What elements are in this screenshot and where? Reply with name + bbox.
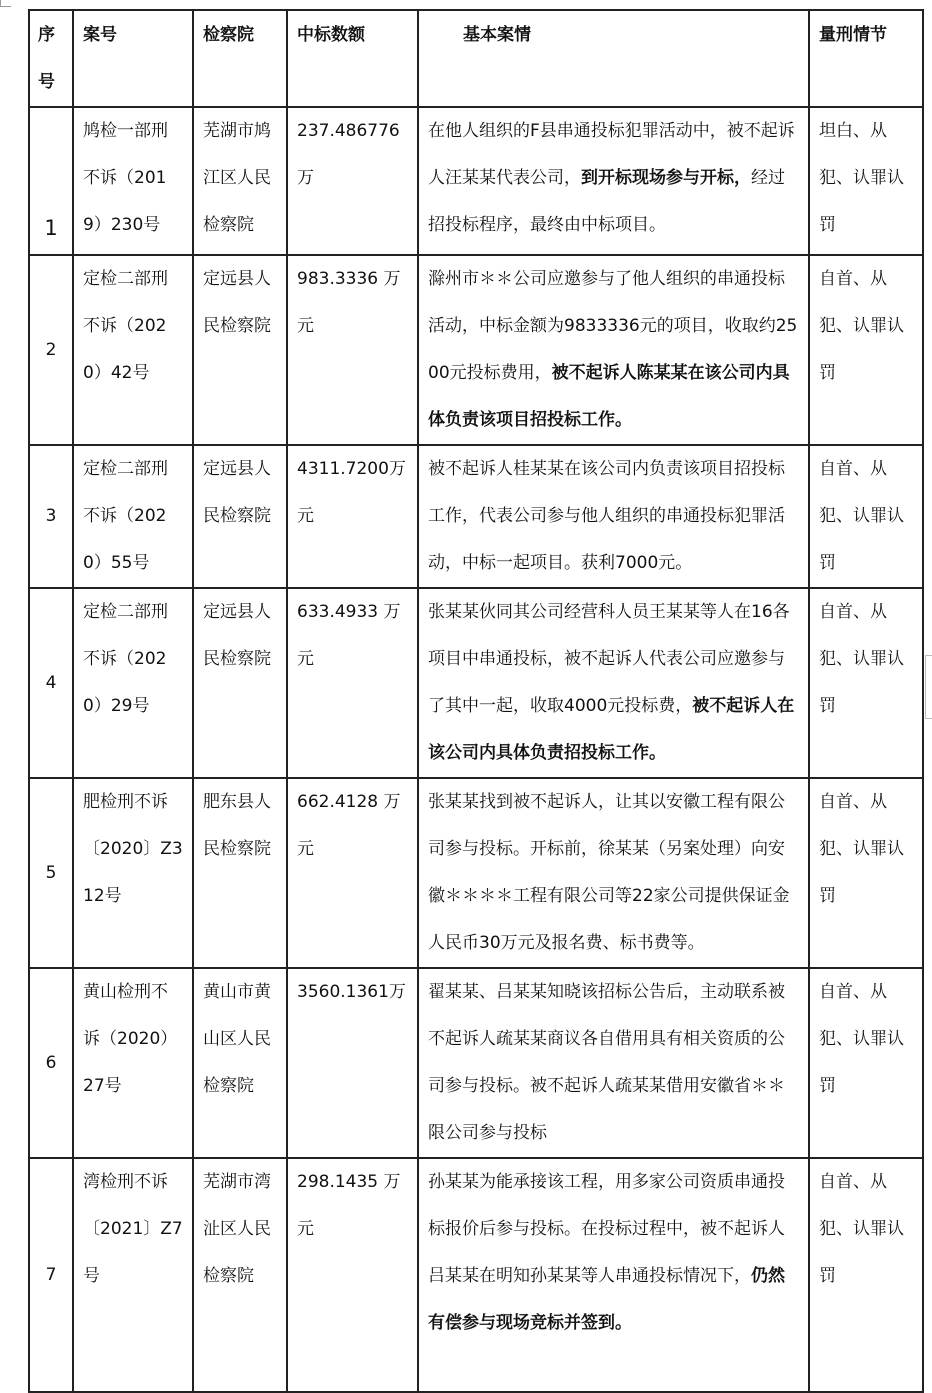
case-facts bbox=[418, 778, 809, 968]
bid-amount: 298.1435 万元 bbox=[287, 1158, 418, 1392]
sentencing-factors: 自首、从犯、认罪认罚 bbox=[809, 968, 923, 1158]
table-row bbox=[29, 968, 923, 1158]
header-procuratorate: 检察院 bbox=[193, 10, 287, 107]
sentencing-factors: 自首、从犯、认罪认罚 bbox=[809, 1158, 923, 1392]
case-facts bbox=[418, 968, 809, 1158]
header-row bbox=[29, 10, 923, 107]
bid-amount: 983.3336 万元 bbox=[287, 255, 418, 445]
bid-amount: 3560.1361万 bbox=[287, 968, 418, 1158]
bid-amount: 662.4128 万元 bbox=[287, 778, 418, 968]
facts-text: 被不起诉人桂某某在该公司内负责该项目招投标工作，代表公司参与他人组织的串通投标犯罪活动，中标一起项目。获利7000元。 bbox=[428, 459, 785, 573]
facts-text: 滁州市＊＊公司应邀参与了他人组织的串通投标活动，中标金额为9833336元的项目，收取约2500元投标费用， bbox=[428, 269, 798, 383]
facts-text: 在他人组织的F县串通投标犯罪活动中，被不起诉人汪某某代表公司， bbox=[428, 121, 795, 188]
facts-text-tail: 经过招投标程序，最终由中标项目。 bbox=[428, 168, 785, 235]
row-number: 1 bbox=[29, 107, 73, 255]
case-number: 定检二部刑不诉（2020）29号 bbox=[73, 588, 193, 778]
row-number: 7 bbox=[29, 1158, 73, 1392]
procuratorate: 定远县人民检察院 bbox=[193, 445, 287, 588]
procuratorate: 黄山市黄山区人民检察院 bbox=[193, 968, 287, 1158]
sentencing-factors: 自首、从犯、认罪认罚 bbox=[809, 778, 923, 968]
facts-text: 翟某某、吕某某知晓该招标公告后，主动联系被不起诉人疏某某商议各自借用具有相关资质的公司参与投标。被不起诉人疏某某借用安徽省＊＊限公司参与投标 bbox=[428, 982, 785, 1143]
case-facts bbox=[418, 107, 809, 255]
row-number: 5 bbox=[29, 778, 73, 968]
case-facts bbox=[418, 255, 809, 445]
row-number: 6 bbox=[29, 968, 73, 1158]
bid-amount: 237.486776万 bbox=[287, 107, 418, 255]
facts-emphasis: 到开标现场参与开标， bbox=[581, 168, 751, 188]
facts-text: 张某某伙同其公司经营科人员王某某等人在16各项目中串通投标，被不起诉人代表公司应邀参与了其中一起，收取4000元投标费， bbox=[428, 602, 790, 716]
facts-emphasis: 被不起诉人陈某某在该公司内具体负责该项目招投标工作。 bbox=[428, 363, 790, 430]
header-bid-amount: 中标数额 bbox=[287, 10, 418, 107]
case-facts bbox=[418, 588, 809, 778]
header-no: 序号 bbox=[29, 10, 73, 107]
procuratorate: 肥东县人民检察院 bbox=[193, 778, 287, 968]
page-edge-mark bbox=[925, 655, 932, 719]
header-case-no: 案号 bbox=[73, 10, 193, 107]
row-number: 4 bbox=[29, 588, 73, 778]
case-number: 黄山检刑不诉（2020）27号 bbox=[73, 968, 193, 1158]
facts-emphasis: 被不起诉人在该公司内具体负责招投标工作。 bbox=[428, 696, 795, 763]
case-number: 定检二部刑不诉（2020）55号 bbox=[73, 445, 193, 588]
table-row bbox=[29, 778, 923, 968]
case-number: 定检二部刑不诉（2020）42号 bbox=[73, 255, 193, 445]
facts-text: 孙某某为能承接该工程，用多家公司资质串通投标报价后参与投标。在投标过程中，被不起诉人吕某某在明知孙某某等人串通投标情况下， bbox=[428, 1172, 785, 1286]
table-row bbox=[29, 255, 923, 445]
facts-text: 张某某找到被不起诉人，让其以安徽工程有限公司参与投标。开标前，徐某某（另案处理）向安徽＊＊＊＊工程有限公司等22家公司提供保证金人民币30万元及报名费、标书费等。 bbox=[428, 792, 790, 953]
case-number: 鸠检一部刑不诉（2019）230号 bbox=[73, 107, 193, 255]
table-row bbox=[29, 445, 923, 588]
page-corner-mark bbox=[0, 0, 11, 7]
table-row bbox=[29, 588, 923, 778]
table-row bbox=[29, 1158, 923, 1392]
case-table bbox=[28, 9, 924, 1393]
sentencing-factors: 自首、从犯、认罪认罚 bbox=[809, 445, 923, 588]
case-facts bbox=[418, 445, 809, 588]
row-number: 3 bbox=[29, 445, 73, 588]
header-facts: 基本案情 bbox=[418, 10, 809, 107]
bid-amount: 633.4933 万元 bbox=[287, 588, 418, 778]
table-row bbox=[29, 107, 923, 255]
header-sentencing: 量刑情节 bbox=[809, 10, 923, 107]
sentencing-factors: 自首、从犯、认罪认罚 bbox=[809, 588, 923, 778]
case-number: 湾检刑不诉〔2021〕Z7号 bbox=[73, 1158, 193, 1392]
row-number: 2 bbox=[29, 255, 73, 445]
procuratorate: 芜湖市湾沚区人民检察院 bbox=[193, 1158, 287, 1392]
bid-amount: 4311.7200万元 bbox=[287, 445, 418, 588]
sentencing-factors: 坦白、从犯、认罪认罚 bbox=[809, 107, 923, 255]
procuratorate: 定远县人民检察院 bbox=[193, 588, 287, 778]
facts-emphasis: 仍然有偿参与现场竞标并签到。 bbox=[428, 1266, 785, 1333]
case-number: 肥检刑不诉〔2020〕Z312号 bbox=[73, 778, 193, 968]
sentencing-factors: 自首、从犯、认罪认罚 bbox=[809, 255, 923, 445]
case-facts bbox=[418, 1158, 809, 1392]
procuratorate: 定远县人民检察院 bbox=[193, 255, 287, 445]
procuratorate: 芜湖市鸠江区人民检察院 bbox=[193, 107, 287, 255]
